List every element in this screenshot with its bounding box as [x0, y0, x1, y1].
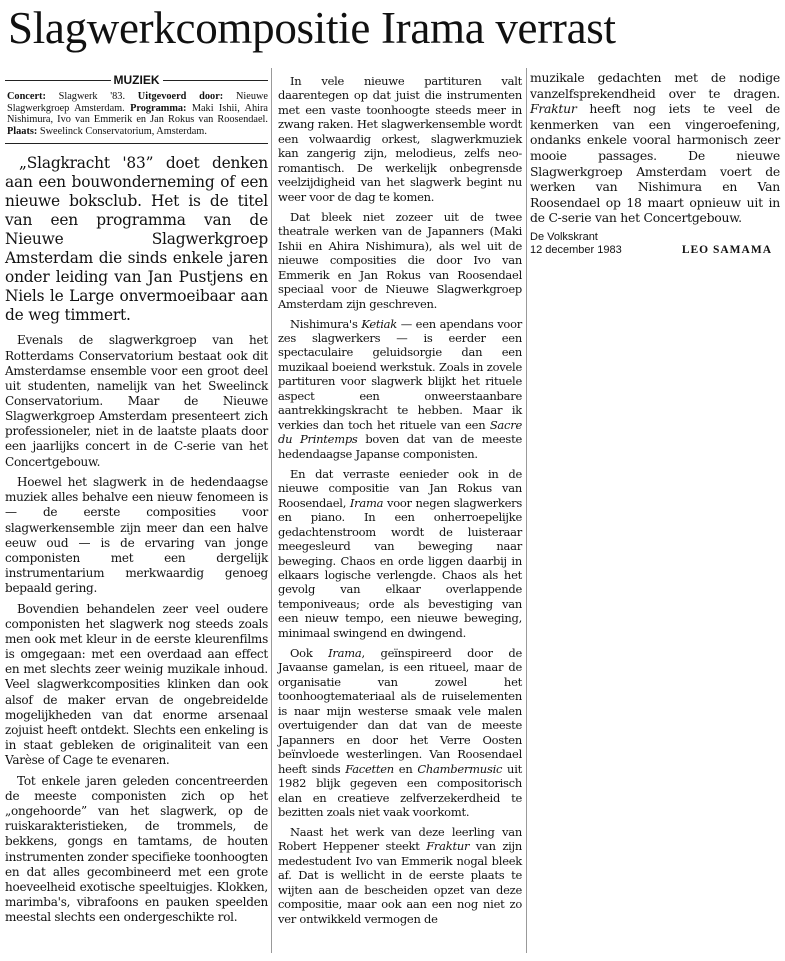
body-paragraph: [278, 317, 522, 462]
text-run: uit 1982 blijk gegeven een compositorisch elan en creatieve zelfverzekerdheid te bezitten zoals niet vaak voorkomt.: [278, 761, 522, 819]
text-run: muzikale gedachten met de nodige vanzelfsprekendheid over te dragen.: [530, 70, 780, 101]
body-paragraph: Evenals de slagwerkgroep van het Rotterdams Conservatorium bestaat ook dit Amsterdamse ensemble voor een groot deel uit studenten, namelijk van het Sweelinck Conservatorium. Maar de Nieuwe Slagwerkgroep Amsterdam presenteert zich professioneler, niet in de laatste plaats door een jaarlijks concert in de C-serie van het Concertgebouw.: [5, 333, 268, 469]
source-newspaper: De Volkskrant: [530, 231, 598, 244]
column-rule: [526, 68, 527, 953]
work-title: Irama: [328, 645, 362, 660]
text-run: , geïnspireerd door de Javaanse gamelan, is een ritueel, maar de organisatie van zowel het toonhoogtemateriaal als de ruiselementen is naar mijn westerse smaak vele malen overtuigender dan dat van de meeste Japanners en door het Verre Oosten beïnvloede westerlingen. Van Roosendael heeft sinds: [278, 645, 522, 776]
work-title: Sacre du Printemps: [278, 417, 522, 447]
body-paragraph: [278, 646, 522, 820]
byline: [530, 244, 780, 257]
text-run: van zijn medestudent Ivo van Emmerik nogal bleek af. Dat is wellicht in de eerste plaats te wijten aan de bescheiden opzet van deze compositie, maar ook aan een nog niet zo ver ontwikkeld vermogen de: [278, 839, 522, 926]
body-paragraph: [278, 825, 522, 926]
text-run: Naast het werk van deze leerling van Robert Heppener steekt: [278, 824, 522, 854]
body-paragraph: [278, 467, 522, 641]
headline: Slagwerkcompositie Irama verrast: [8, 3, 616, 53]
credit-label: Plaats:: [7, 125, 38, 137]
column-2: [278, 68, 522, 932]
work-title: Chambermusic: [417, 761, 503, 776]
lead-paragraph: „Slagkracht '83” doet denken aan een bouwonderneming of een nieuwe boksclub. Het is de titel van een programma van de Nieuwe Slagwerkgroep Amsterdam die sinds enkele jaren onder leiding van Jan Pustjens en Niels le Large onvermoeibaar aan de weg timmert.: [5, 154, 268, 325]
section-header: [5, 72, 268, 88]
body-paragraph: [530, 70, 780, 226]
work-title: Fraktur: [426, 839, 470, 854]
body-paragraph: Bovendien behandelen zeer veel oudere componisten het slagwerk nog steeds zoals men ook met kleur in de eerste kleurenfilms is omgegaan: met een overdaad aan effect en met slechts zeer weinig muzikale inhoud. Veel slagwerkcomposities klinken dan ook alsof de maker ervan de ongebreidelde mogelijkheden van dat enorme arsenaal zojuist heeft ontdekt. Slechts een enkeling is in staat gebleken de originaliteit van een Varèse of Cage te evenaren.: [5, 601, 268, 768]
body-paragraph: Dat bleek niet zozeer uit de twee theatrale werken van de Japanners (Maki Ishii en Ahira Nishimura), als wel uit de nieuwe composities die door Ivo van Emmerik en Jan Rokus van Roosendael speciaal voor de Nieuwe Slagwerkgroep Amsterdam zijn geschreven.: [278, 209, 522, 311]
credit-label: Uitgevoerd door:: [137, 91, 224, 102]
credit-value: Slagwerk '83.: [45, 91, 138, 102]
text-run: en: [393, 761, 418, 776]
section-rule: [5, 80, 111, 81]
body-paragraph: Tot enkele jaren geleden concentreerden de meeste componisten zich op het „ongehoorde” van het slagwerk, op de ruiskarakteristieken, de trommels, de bekkens, gongs en tamtams, de houten instrumenten zonder specifieke toonhoogten en dat alles gecombineerd met een grote hoeveelheid exotische speeltuigjes. Klokken, marimba's, vibrafoons en pauken speelden meestal slechts een ondergeschikte rol.: [5, 773, 268, 925]
text-run: voor negen slagwerkers en piano. In een onherroepelijke gedachtenstroom wordt de luisteraar meegesleurd van beweging naar beweging. Chaos en orde liggen daarbij in elkaars logische verlengde. Chaos als het gevolg van elkaar overlappende temponiveaus; orde als bevestiging van een nieuw tempo, een nieuwe beweging, minimaal swingend en dwingend.: [278, 495, 523, 640]
work-title: Ketiak: [361, 316, 397, 331]
text-run: Nishimura's: [290, 316, 362, 331]
author-name: LEO SAMAMA: [681, 244, 772, 257]
text-run: boven dat van de meeste hedendaagse Japanse componisten.: [278, 432, 522, 461]
body-paragraph: Hoewel het slagwerk in de hedendaagse muziek alles behalve een nieuw fenomeen is — de eerste composities voor slagwerkensemble zijn meer dan een halve eeuw oud — is de ervaring van jonge componisten met een dergelijk instrumentarium merkwaardig genoeg bepaald gering.: [5, 475, 268, 596]
work-title: Fraktur: [530, 101, 577, 117]
work-title: Irama: [349, 495, 384, 510]
body-paragraph: In vele nieuwe partituren valt daarentegen op dat juist die instrumenten met een vaste toonhoogte steeds meer in zwang raken. Het slagwerkensemble wordt een volwaardig orkest, slagwerkmuziek kan zangerig zijn, melodieus, zelfs neo-romantisch. De werkelijk onbegrensde veelzijdigheid van het slagwerk begint nu weer voor de dag te komen.: [278, 74, 522, 204]
text-run: heeft nog iets te veel de kenmerken van een vingeroefening, ondanks enkele vooral harmonisch zeer mooie passages. De nieuwe Slagwerkgroep Amsterdam voert de werken van Nishimura en Van Roosendael op 18 maart opnieuw uit in de C-serie van het Concertgebouw.: [530, 101, 780, 226]
column-rule: [271, 68, 272, 953]
publication-date: 12 december 1983: [530, 244, 622, 257]
credit-label: Concert:: [7, 91, 46, 102]
credit-value: Maki Ishii, Ahira Nishimura, Ivo van Emmerik en Jan Rokus van Roosendael.: [7, 102, 268, 126]
credit-label: Programma:: [130, 102, 187, 114]
work-title: Facetten: [345, 761, 394, 776]
text-run: — een apendans voor zes slagwerkers — is eerder een spectaculaire geluidsorgie dan een muzikaal boeiend werkstuk. Zoals in zovele partituren voor slagwerk blijkt het rituele aspect een onweerstaanbare aantrekkingskracht te hebben. Maar ik verkies dan toch het rituele van een: [278, 316, 522, 432]
text-run: En dat verraste eenieder ook in de nieuwe compositie van Jan Rokus van Roosendael,: [278, 466, 522, 510]
section-label: MUZIEK: [113, 73, 160, 87]
column-1: [5, 68, 268, 931]
concert-credits: [5, 91, 268, 144]
section-rule: [163, 80, 269, 81]
credit-value: Sweelinck Conservatorium, Amsterdam.: [37, 125, 207, 137]
credit-value: Nieuwe Slagwerkgroep Amsterdam.: [7, 91, 268, 114]
text-run: Ook: [290, 645, 329, 660]
column-3: [530, 68, 780, 257]
